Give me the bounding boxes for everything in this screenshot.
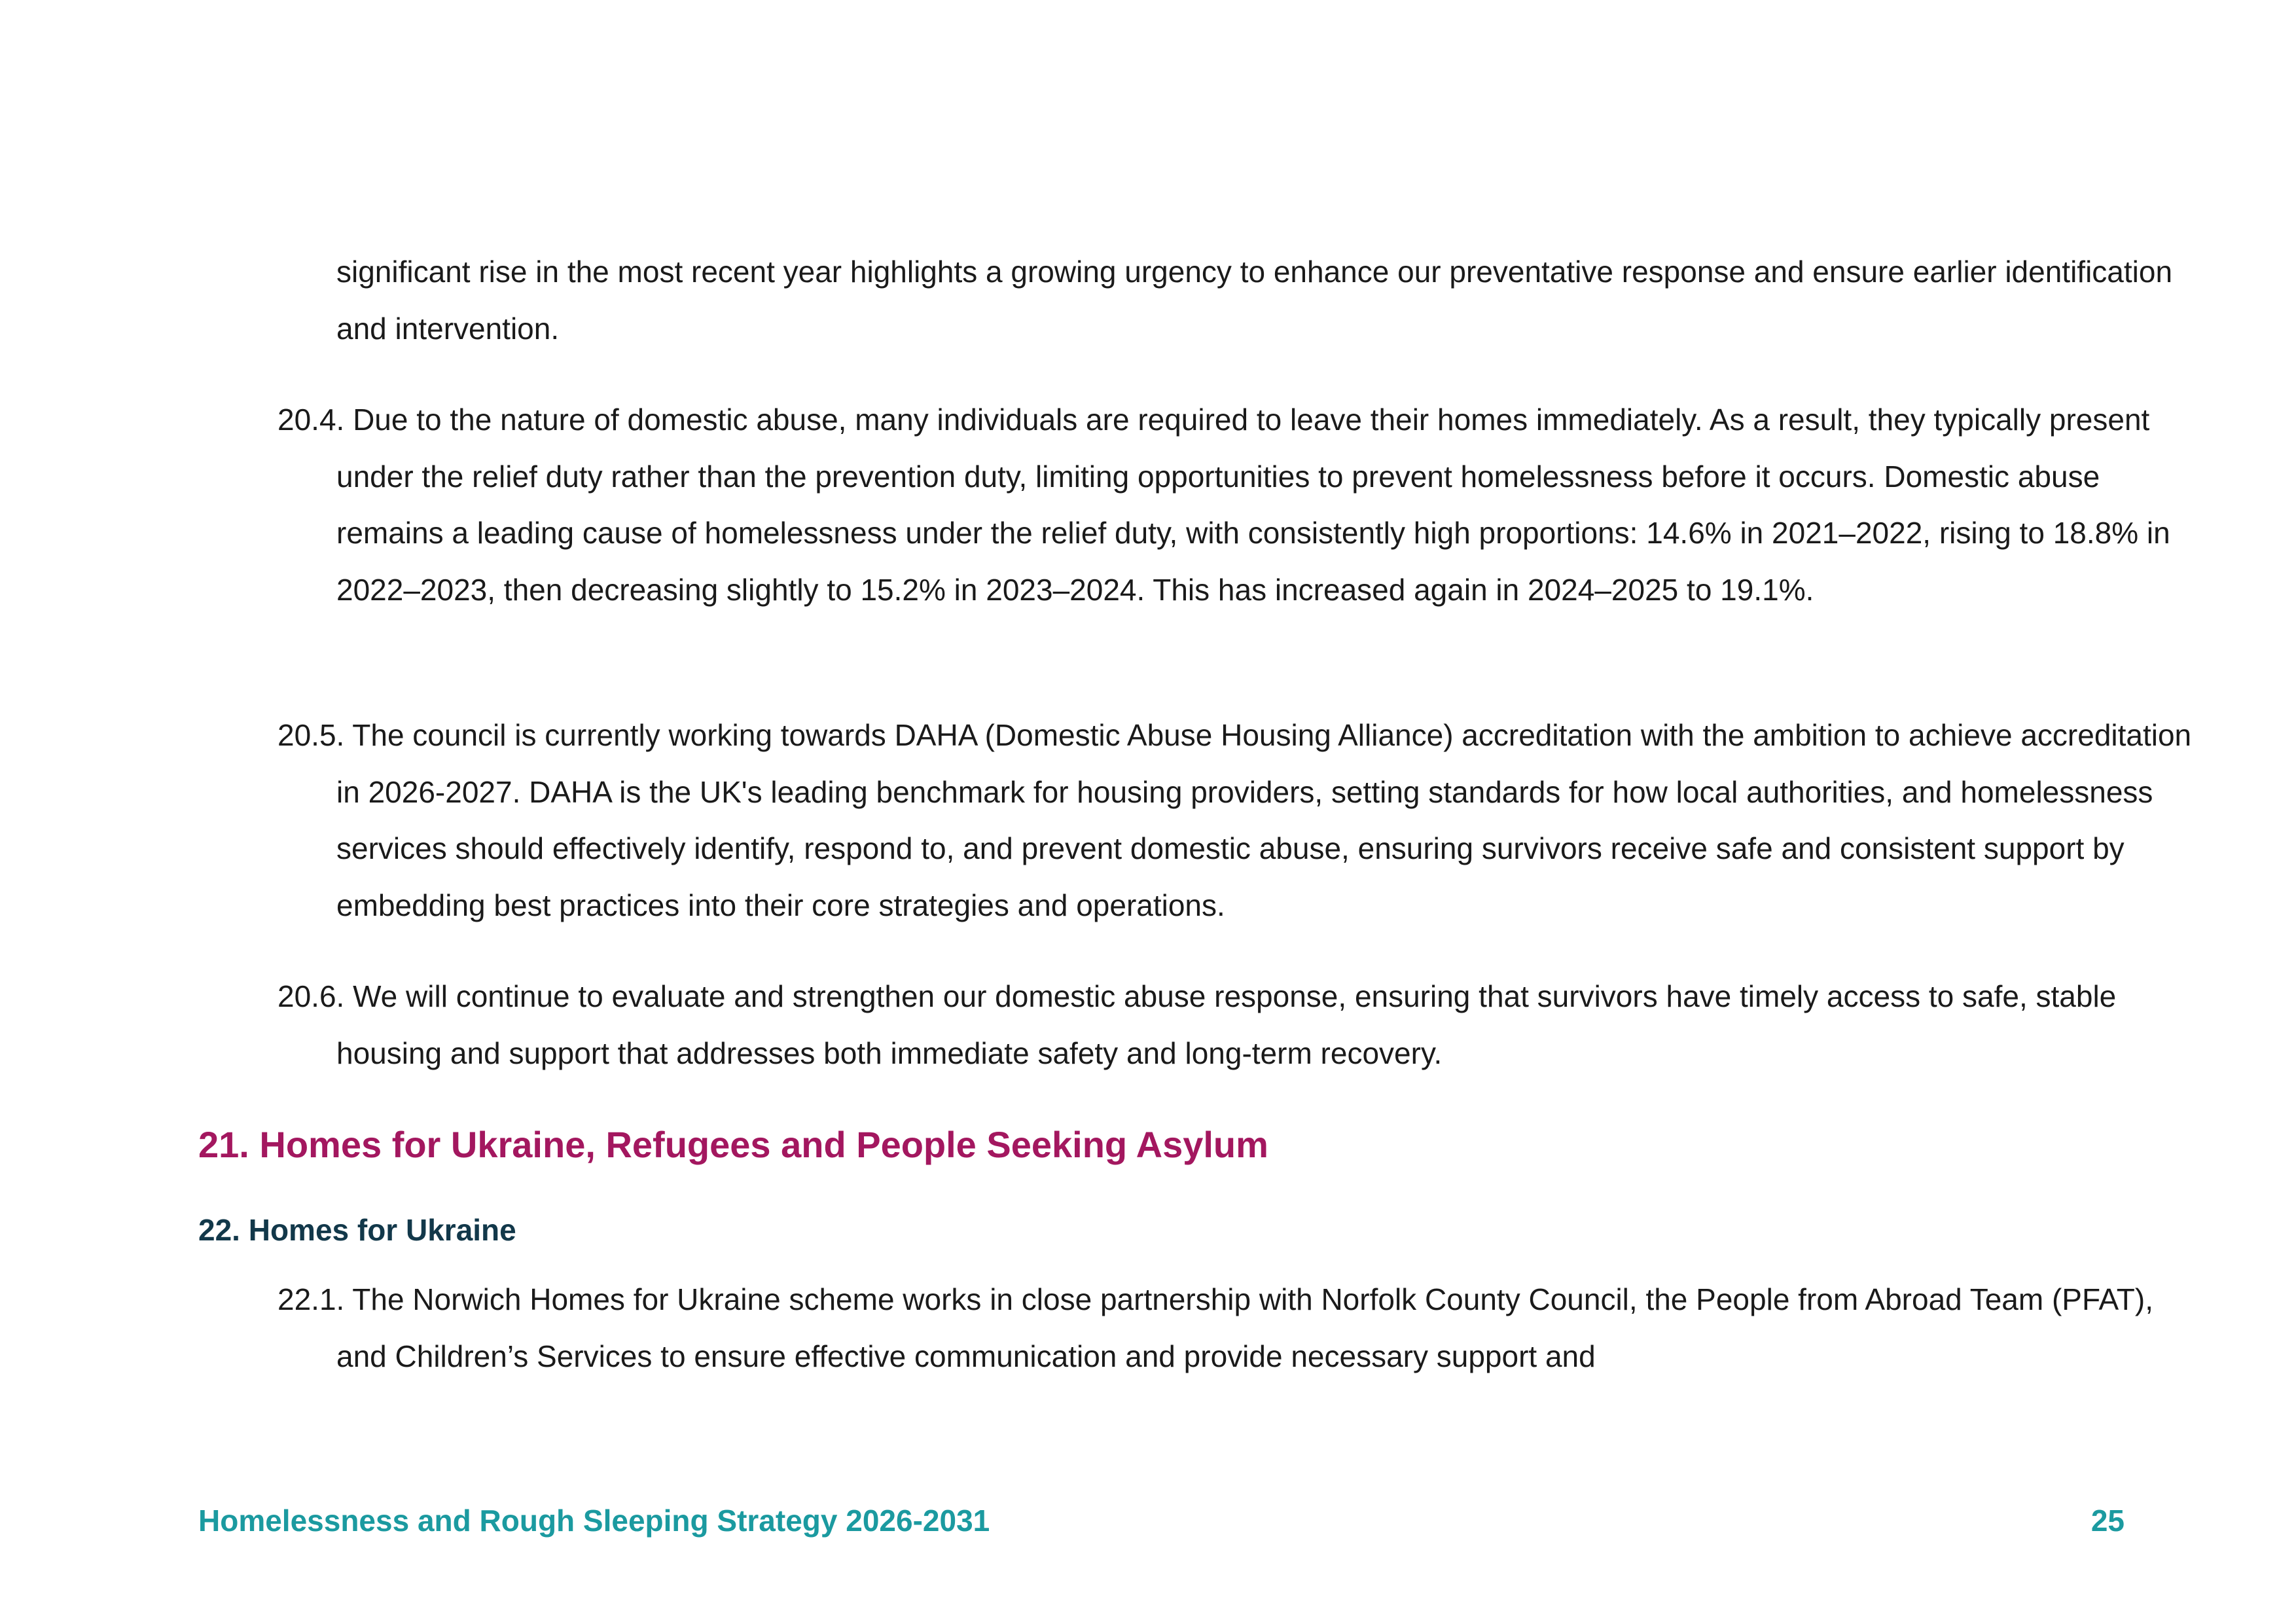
paragraph-20-3-continued: significant rise in the most recent year highlights a growing urgency to enhance our preventative response and ensure earlier identification and intervention. (336, 255, 2173, 346)
footer-document-title: Homelessness and Rough Sleeping Strategy 2026-2031 (198, 1504, 990, 1538)
paragraph-20-6: 20.6. We will continue to evaluate and strengthen our domestic abuse response, ensuring that survivors have timely access to safe, stable housing and support that addresses both immediate safety and long-term recovery. (278, 979, 2117, 1070)
paragraph-20-4: 20.4. Due to the nature of domestic abuse, many individuals are required to leave their homes immediately. As a result, they typically present under the relief duty rather than the prevention duty, limiting opportunities to prevent homelessness before it occurs. Domestic abuse remains a leading cause of homelessness under the relief duty, with consistently high proportions: 14.6% in 2021–2022, rising to 18.8% in 2022–2023, then decreasing slightly to 15.2% in 2023–2024. This has increased again in 2024–2025 to 19.1%. (278, 403, 2170, 607)
section-heading-21: 21. Homes for Ukraine, Refugees and People Seeking Asylum (198, 1124, 1268, 1165)
paragraph-22-1: 22.1. The Norwich Homes for Ukraine scheme works in close partnership with Norfolk County Council, the People from Abroad Team (PFAT), and Children’s Services to ensure effective communication and provide necessary support and (278, 1282, 2153, 1373)
footer-page-number: 25 (2090, 1504, 2125, 1538)
subheading-22: 22. Homes for Ukraine (198, 1213, 516, 1247)
paragraph-20-5: 20.5. The council is currently working towards DAHA (Domestic Abuse Housing Alliance) accreditation with the ambition to achieve accreditation in 2026-2027. DAHA is the UK's leading benchmark for housing providers, setting standards for how local authorities, and homelessness services should effectively identify, respond to, and prevent domestic abuse, ensuring survivors receive safe and consistent support by embedding best practices into their core strategies and operations. (278, 718, 2192, 922)
